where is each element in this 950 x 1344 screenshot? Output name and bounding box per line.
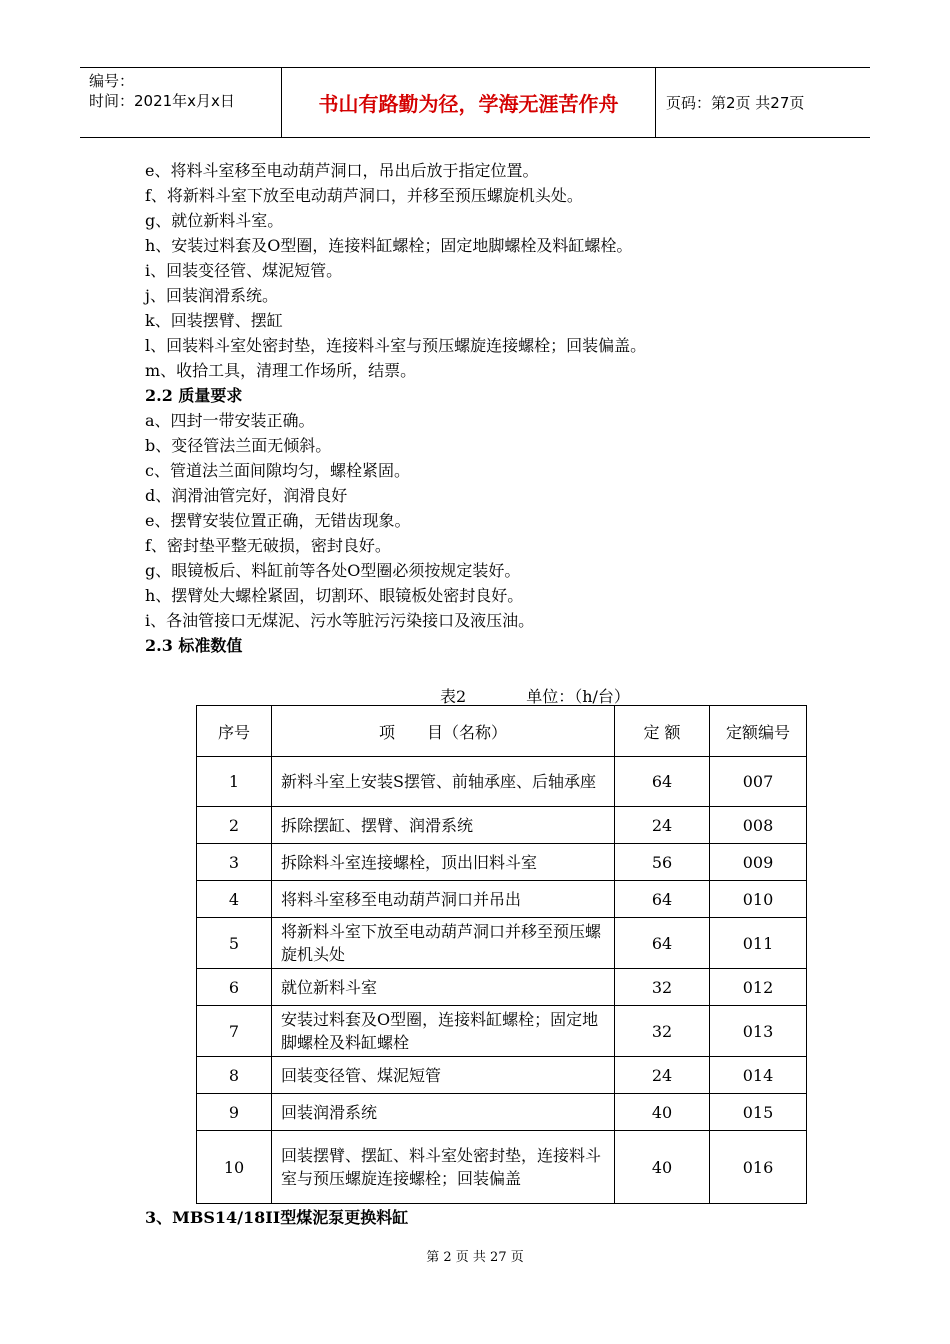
cell-item: 安装过料套及O型圈，连接料缸螺栓；固定地脚螺栓及料缸螺栓 <box>272 1006 615 1057</box>
column-header-code: 定额编号 <box>710 706 807 757</box>
quality-list <box>145 408 825 633</box>
quality-item: e、摆臂安装位置正确，无错齿现象。 <box>145 511 411 530</box>
table-row <box>197 1094 807 1131</box>
table-row <box>197 1006 807 1057</box>
cell-code: 016 <box>710 1131 807 1204</box>
quality-item: h、摆臂处大螺栓紧固，切割环、眼镜板处密封良好。 <box>145 586 524 605</box>
cell-quota: 64 <box>615 881 710 918</box>
cell-code: 012 <box>710 969 807 1006</box>
cell-code: 015 <box>710 1094 807 1131</box>
table-row <box>197 918 807 969</box>
procedure-step: g、就位新料斗室。 <box>145 211 284 230</box>
cell-item: 新料斗室上安装S摆管、前轴承座、后轴承座 <box>272 757 615 807</box>
table-row <box>197 969 807 1006</box>
cell-quota: 24 <box>615 807 710 844</box>
header-page-info: 页码：第2页 共27页 <box>666 94 805 112</box>
quality-item: i、各油管接口无煤泥、污水等脏污污染接口及液压油。 <box>145 611 535 630</box>
cell-quota: 56 <box>615 844 710 881</box>
procedure-step: e、将料斗室移至电动葫芦洞口，吊出后放于指定位置。 <box>145 161 539 180</box>
cell-item: 将新料斗室下放至电动葫芦洞口并移至预压螺旋机头处 <box>272 918 615 969</box>
procedure-step: f、将新料斗室下放至电动葫芦洞口，并移至预压螺旋机头处。 <box>145 186 583 205</box>
cell-seq: 8 <box>197 1057 272 1094</box>
procedure-step: j、回装润滑系统。 <box>145 286 278 305</box>
cell-quota: 32 <box>615 969 710 1006</box>
cell-item: 将料斗室移至电动葫芦洞口并吊出 <box>272 881 615 918</box>
table-row <box>197 1057 807 1094</box>
cell-seq: 2 <box>197 807 272 844</box>
cell-item: 回装摆臂、摆缸、料斗室处密封垫，连接料斗室与预压螺旋连接螺栓；回装偏盖 <box>272 1131 615 1204</box>
quality-item: g、眼镜板后、料缸前等各处O型圈必须按规定装好。 <box>145 561 521 580</box>
quality-item: f、密封垫平整无破损，密封良好。 <box>145 536 391 555</box>
cell-code: 010 <box>710 881 807 918</box>
table-label: 表2 <box>440 687 467 706</box>
cell-seq: 9 <box>197 1094 272 1131</box>
cell-seq: 10 <box>197 1131 272 1204</box>
cell-item: 就位新料斗室 <box>272 969 615 1006</box>
procedure-step: k、回装摆臂、摆缸 <box>145 311 283 330</box>
column-header-quota: 定 额 <box>615 706 710 757</box>
quality-item: d、润滑油管完好，润滑良好 <box>145 486 348 505</box>
table-row <box>197 1131 807 1204</box>
cell-code: 011 <box>710 918 807 969</box>
cell-item: 拆除摆缸、摆臂、润滑系统 <box>272 807 615 844</box>
cell-quota: 64 <box>615 918 710 969</box>
cell-item: 回装润滑系统 <box>272 1094 615 1131</box>
quality-item: b、变径管法兰面无倾斜。 <box>145 436 332 455</box>
cell-seq: 7 <box>197 1006 272 1057</box>
cell-seq: 6 <box>197 969 272 1006</box>
cell-seq: 3 <box>197 844 272 881</box>
column-header-item: 项 目（名称） <box>272 706 615 757</box>
header-meta <box>80 68 282 137</box>
cell-quota: 64 <box>615 757 710 807</box>
table-row <box>197 807 807 844</box>
table-row <box>197 881 807 918</box>
cell-seq: 5 <box>197 918 272 969</box>
quota-table <box>196 705 807 1204</box>
table-unit: 单位：（h/台） <box>526 687 630 706</box>
quality-heading: 2.2 质量要求 <box>145 386 243 405</box>
cell-seq: 1 <box>197 757 272 807</box>
cell-quota: 24 <box>615 1057 710 1094</box>
cell-code: 013 <box>710 1006 807 1057</box>
cell-code: 008 <box>710 807 807 844</box>
cell-code: 014 <box>710 1057 807 1094</box>
procedure-step: l、回装料斗室处密封垫，连接料斗室与预压螺旋连接螺栓；回装偏盖。 <box>145 336 647 355</box>
table-header-row <box>197 706 807 757</box>
section-3-heading: 3、MBS14/18II型煤泥泵更换料缸 <box>145 1208 409 1227</box>
standard-heading: 2.3 标准数值 <box>145 636 243 655</box>
column-header-seq: 序号 <box>197 706 272 757</box>
quality-item: c、管道法兰面间隙均匀，螺栓紧固。 <box>145 461 410 480</box>
procedure-step: m、收拾工具，清理工作场所，结票。 <box>145 361 417 380</box>
cell-quota: 40 <box>615 1094 710 1131</box>
cell-seq: 4 <box>197 881 272 918</box>
procedure-step: h、安装过料套及O型圈，连接料缸螺栓；固定地脚螺栓及料缸螺栓。 <box>145 236 633 255</box>
table-row <box>197 757 807 807</box>
table-row <box>197 844 807 881</box>
cell-quota: 32 <box>615 1006 710 1057</box>
quality-item: a、四封一带安装正确。 <box>145 411 315 430</box>
procedure-step: i、回装变径管、煤泥短管。 <box>145 261 343 280</box>
page-footer: 第 2 页 共 27 页 <box>426 1250 524 1265</box>
cell-code: 007 <box>710 757 807 807</box>
table-caption <box>440 684 630 707</box>
cell-quota: 40 <box>615 1131 710 1204</box>
table-body <box>197 757 807 1204</box>
header-motto: 书山有路勤为径，学海无涯苦作舟 <box>282 68 656 137</box>
cell-code: 009 <box>710 844 807 881</box>
cell-item: 拆除料斗室连接螺栓，顶出旧料斗室 <box>272 844 615 881</box>
page-header <box>80 67 870 138</box>
procedure-steps <box>145 158 825 383</box>
document-number-label: 编号： <box>89 72 135 90</box>
document-date-label: 时间：2021年x月x日 <box>89 92 235 110</box>
document-body <box>145 158 825 658</box>
cell-item: 回装变径管、煤泥短管 <box>272 1057 615 1094</box>
